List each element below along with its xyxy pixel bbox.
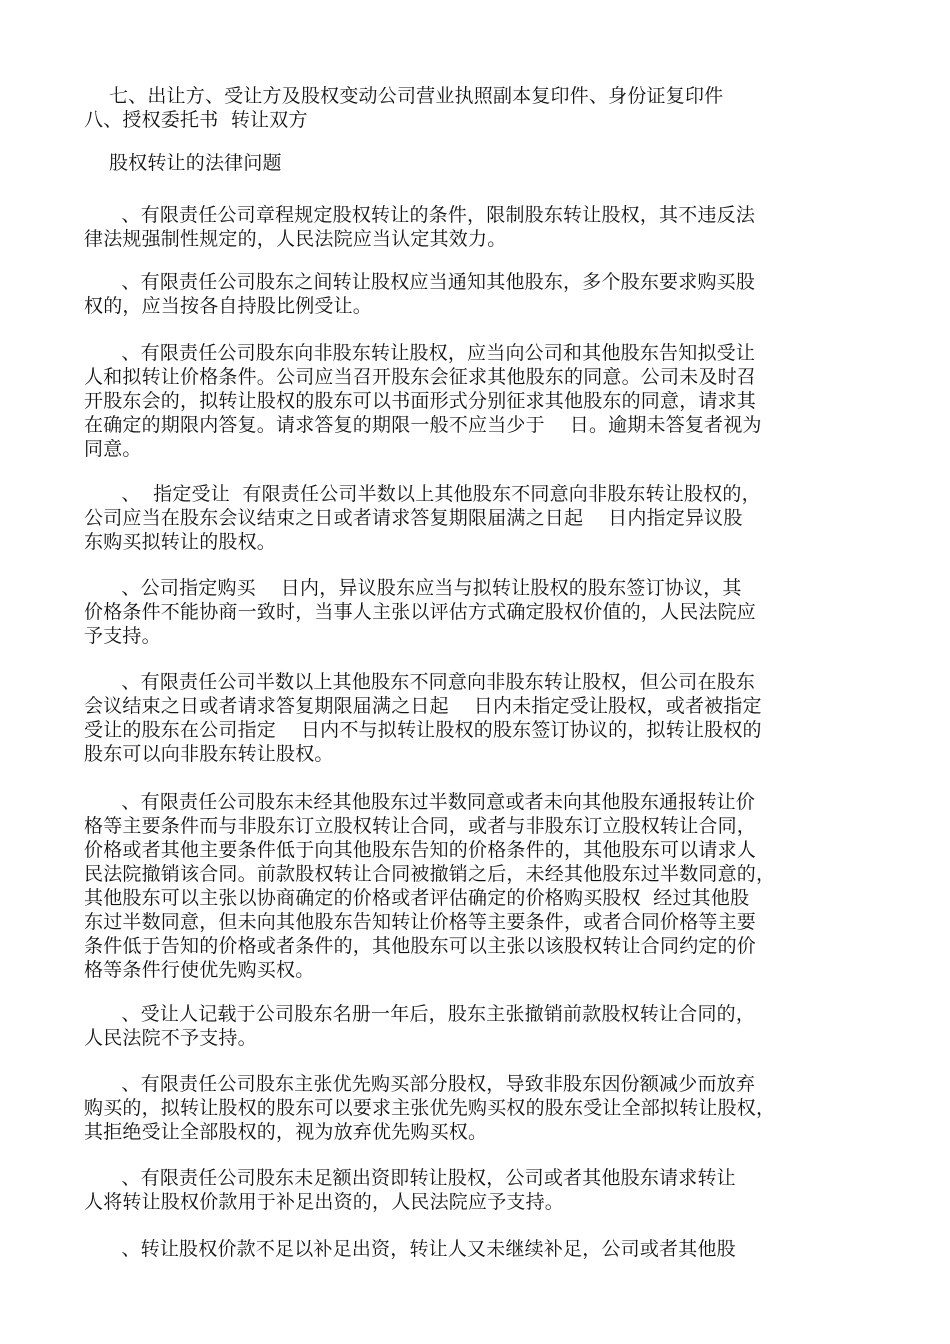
- text-line: 购买的，拟转让股权的股东可以要求主张优先购买权的股东受让全部拟转让股权，: [84, 1097, 776, 1119]
- paragraph-1: [84, 203, 874, 251]
- text-line: 格等主要条件而与非股东订立股权转让合同，或者与非股东订立股权转让合同，: [84, 815, 757, 837]
- paragraph-8: [84, 1002, 874, 1050]
- text-line: 在确定的期限内答复。请求答复的期限一般不应当少于 日。逾期未答复者视为: [84, 414, 762, 436]
- section-heading: [84, 151, 874, 175]
- paragraph-2: [84, 270, 874, 318]
- text-line: 其拒绝受让全部股权的，视为放弃优先购买权。: [84, 1121, 488, 1143]
- paragraph-10: [84, 1166, 874, 1214]
- paragraph-9: [84, 1072, 874, 1144]
- text-line: 公司应当在股东会议结束之日或者请求答复期限届满之日起 日内指定异议股: [84, 507, 743, 529]
- text-line: 东过半数同意，但未向其他股东告知转让价格等主要条件，或者合同价格等主要: [84, 911, 757, 933]
- text-line: 、有限责任公司章程规定股权转让的条件，限制股东转让股权，其不违反法: [84, 204, 756, 226]
- text-line: 东购买拟转让的股权。: [84, 531, 277, 553]
- text-line: 、有限责任公司股东未足额出资即转让股权，公司或者其他股东请求转让: [84, 1167, 736, 1189]
- text-line: 予支持。: [84, 625, 161, 647]
- text-line: 其他股东可以主张以协商确定的价格或者评估确定的价格购买股权 经过其他股: [84, 887, 750, 909]
- text-line: 、转让股权价款不足以补足出资，转让人又未继续补足，公司或者其他股: [84, 1238, 736, 1260]
- text-line: 、有限责任公司股东之间转让股权应当通知其他股东，多个股东要求购买股: [84, 271, 756, 293]
- text-line: 条件低于告知的价格或者条件的，其他股东可以主张以该股权转让合同约定的价: [84, 935, 757, 957]
- text-line: 、有限责任公司股东向非股东转让股权，应当向公司和其他股东告知拟受让: [84, 342, 756, 364]
- text-line: 开股东会的，拟转让股权的股东可以书面形式分别征求其他股东的同意，请求其: [84, 390, 757, 412]
- paragraph-7: [84, 790, 874, 982]
- text-line: 、公司指定购买 日内，异议股东应当与拟转让股权的股东签订协议，其: [84, 577, 742, 599]
- text-line: 、 指定受让 有限责任公司半数以上其他股东不同意向非股东转让股权的，: [84, 483, 761, 505]
- text-line: 价格条件不能协商一致时，当事人主张以评估方式确定股权价值的，人民法院应: [84, 601, 757, 623]
- text-line: 人和拟转让价格条件。公司应当召开股东会征求其他股东的同意。公司未及时召: [84, 366, 757, 388]
- text-line: 、有限责任公司股东未经其他股东过半数同意或者未向其他股东通报转让价: [84, 791, 756, 813]
- text-line: 、有限责任公司半数以上其他股东不同意向非股东转让股权，但公司在股东: [84, 671, 756, 693]
- paragraph-6: [84, 670, 874, 766]
- text-line: 同意。: [84, 438, 142, 460]
- text-line: 律法规强制性规定的，人民法院应当认定其效力。: [84, 228, 507, 250]
- text-line: 权的，应当按各自持股比例受让。: [84, 295, 373, 317]
- text-line: 价格或者其他主要条件低于向其他股东告知的价格条件的，其他股东可以请求人: [84, 839, 757, 861]
- text-line: 八、授权委托书 转让双方: [84, 109, 308, 131]
- text-line: 会议结束之日或者请求答复期限届满之日起 日内未指定受让股权，或者被指定: [84, 695, 762, 717]
- paragraph-11: [84, 1237, 874, 1261]
- text-line: 人将转让股权价款用于补足出资的，人民法院应予支持。: [84, 1191, 565, 1213]
- paragraph-3: [84, 341, 874, 461]
- text-line: 七、出让方、受让方及股权变动公司营业执照副本复印件、身份证复印件: [84, 85, 724, 107]
- text-line: 、受让人记载于公司股东名册一年后，股东主张撤销前款股权转让合同的，: [84, 1003, 756, 1025]
- text-line: 人民法院不予支持。: [84, 1027, 257, 1049]
- heading-line: 股权转让的法律问题: [84, 152, 282, 174]
- text-line: 民法院撤销该合同。前款股权转让合同被撤销之后，未经其他股东过半数同意的，: [84, 863, 776, 885]
- text-line: 格等条件行使优先购买权。: [84, 959, 315, 981]
- paragraph-5: [84, 576, 874, 648]
- text-line: 股东可以向非股东转让股权。: [84, 743, 334, 765]
- paragraph-attachments: [84, 84, 874, 132]
- text-line: 、有限责任公司股东主张优先购买部分股权，导致非股东因份额减少而放弃: [84, 1073, 756, 1095]
- text-line: 受让的股东在公司指定 日内不与拟转让股权的股东签订协议的，拟转让股权的: [84, 719, 762, 741]
- paragraph-4: [84, 482, 874, 554]
